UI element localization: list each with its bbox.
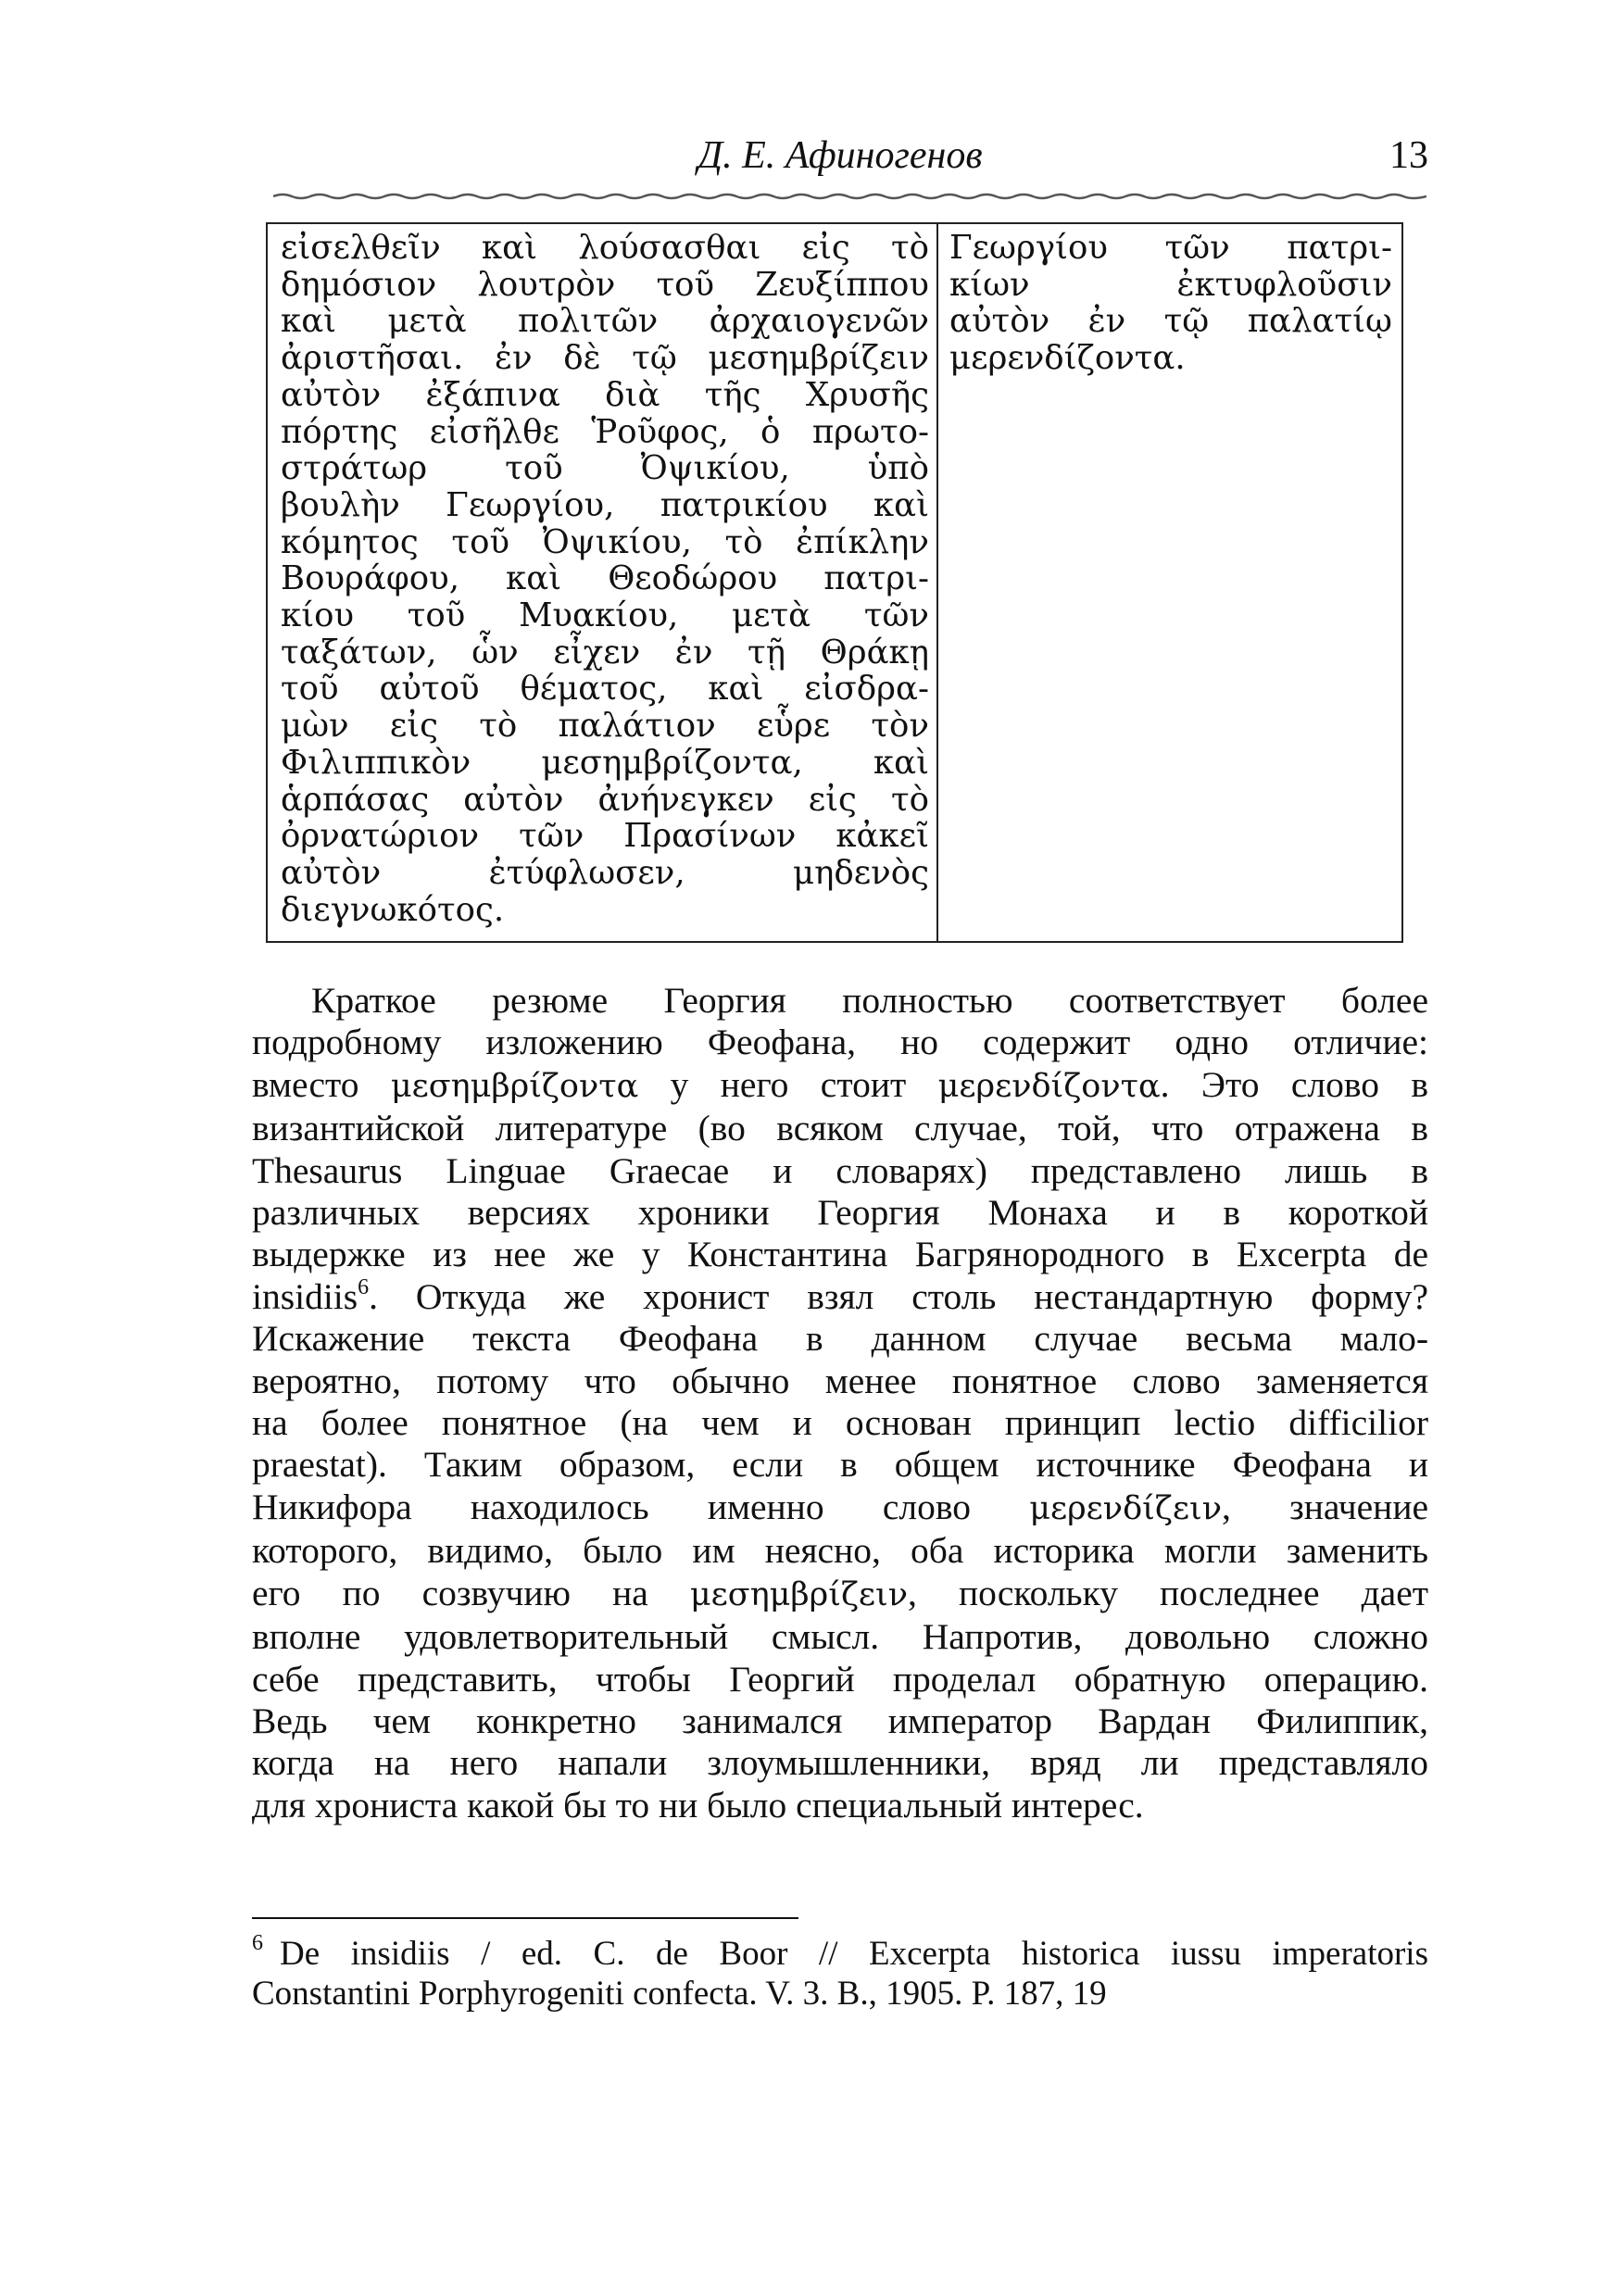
body-line (252, 1064, 1428, 1108)
footnote-line: Constantini Porphyrogeniti confecta. V. 3. B., 1905. P. 187, 19 (252, 1975, 1107, 2013)
greek-parallel-table (266, 222, 1403, 943)
footnote-text: De insidiis / ed. C. de Boor // Excerpta historica iussu imperatoris (280, 1935, 1428, 1973)
running-header (252, 128, 1428, 183)
footnote-number: 6 (252, 1931, 263, 1955)
body-line (252, 1487, 1428, 1530)
body-text-run: insidiis (252, 1275, 358, 1317)
footnote-line (252, 1931, 1428, 1974)
greek-line: πόρτης εἰσῆλθε Ῥοῦφος, ὁ πρωτο- (281, 412, 929, 451)
greek-line: κόμητος τοῦ Ὀψικίου, τὸ ἐπίκλην (281, 522, 929, 561)
theophanes-text (281, 230, 929, 928)
body-text-run: у него стоит (638, 1063, 938, 1105)
body-line: Краткое резюме Георгия полностью соответствует более (311, 980, 1428, 1021)
body-text-run: , поскольку последнее дает (908, 1572, 1428, 1613)
body-line (252, 1276, 1428, 1318)
footnote-separator (252, 1917, 798, 1919)
greek-line: αὐτὸν ἐν τῷ παλατίῳ (949, 302, 1392, 341)
george-monk-text (949, 230, 1392, 377)
body-text-run: , значение (1221, 1486, 1428, 1527)
body-line: для хрониста какой бы то ни было специальный интерес. (252, 1784, 1144, 1826)
footnote (252, 1931, 1428, 2014)
greek-word: μερενδίζειν (1029, 1489, 1222, 1527)
greek-line: εἰσελθεῖν καὶ λούσασθαι εἰς τὸ (281, 229, 929, 267)
greek-line: Βουράφου, καὶ Θεοδώρου πατρι- (281, 559, 929, 598)
body-text-run: Никифора находилось именно слово (252, 1486, 1030, 1527)
body-line: Ведь чем конкретно занимался император Вардан Филиппик, (252, 1700, 1428, 1741)
greek-line: τοῦ αὐτοῦ θέματος, καὶ εἰσδρα- (281, 670, 929, 709)
greek-line: δημόσιον λουτρὸν τοῦ Ζευξίππου (281, 265, 929, 304)
greek-line: ταξάτων, ὧν εἶχεν ἐν τῇ Θράκῃ (281, 633, 929, 671)
greek-word: μερενδίζοντα (937, 1067, 1161, 1105)
body-line: вполне удовлетворительный смысл. Напротив, довольно сложно (252, 1616, 1428, 1658)
theophanes-column (268, 224, 938, 941)
greek-word: μεσημβρίζειν (689, 1575, 909, 1613)
greek-line: κίου τοῦ Μυακίου, μετὰ τῶν (281, 596, 929, 635)
body-paragraph (252, 980, 1428, 1826)
greek-line: βουλὴν Γεωργίου, πατρικίου καὶ (281, 485, 929, 524)
body-line: византийской литературе (во всяком случае, той, что отражена в (252, 1108, 1428, 1149)
header-ornament-rule (273, 191, 1426, 200)
header-author: Д. Е. Афиногенов (697, 134, 983, 177)
greek-line: στράτωρ τοῦ Ὀψικίου, ὑπὸ (281, 449, 929, 488)
greek-line: ἀριστῆσαι. ἐν δὲ τῷ μεσημβρίζειν (281, 339, 929, 378)
body-line (252, 1573, 1428, 1616)
greek-line: Γεωργίου τῶν πατρι- (949, 229, 1392, 267)
body-line: на более понятное (на чем и основан принцип lectio difficilior (252, 1402, 1428, 1444)
body-line: выдержке из нее же у Константина Багрянородного в Excerpta de (252, 1234, 1428, 1275)
greek-line: ἁρπάσας αὐτὸν ἀνήνεγκεν εἰς τὸ (281, 780, 929, 819)
greek-line: αὐτὸν ἐτύφλωσεν, μηδενὸς (281, 853, 929, 892)
greek-line: αὐτὸν ἐξάπινα διὰ τῆς Χρυσῆς (281, 375, 929, 414)
body-text-run: . Откуда же хронист взял столь нестандартную форму? (369, 1275, 1428, 1317)
george-monk-column (938, 224, 1401, 941)
greek-line: μὼν εἰς τὸ παλάτιον εὗρε τὸν (281, 707, 929, 746)
greek-line: μερενδίζοντα. (949, 339, 1186, 378)
body-line: Thesaurus Linguae Graecae и словарях) представлено лишь в (252, 1149, 1428, 1191)
body-text-run: вместо (252, 1063, 391, 1105)
greek-line: διεγνωκότος. (281, 890, 505, 929)
body-line: различных версиях хроники Георгия Монаха и в короткой (252, 1192, 1428, 1234)
greek-line: καὶ μετὰ πολιτῶν ἀρχαιογενῶν (281, 302, 929, 341)
body-text-run: . Это слово в (1160, 1063, 1428, 1105)
greek-line: ὀρνατώριον τῶν Πρασίνων κἀκεῖ (281, 817, 929, 856)
greek-line: Φιλιππικὸν μεσημβρίζοντα, καὶ (281, 743, 929, 782)
body-line: praestat). Таким образом, если в общем источнике Феофана и (252, 1444, 1428, 1486)
body-text-run: его по созвучию на (252, 1572, 690, 1613)
body-line: себе представить, чтобы Георгий проделал обратную операцию. (252, 1658, 1428, 1700)
greek-line: κίων ἐκτυφλοῦσιν (949, 265, 1392, 304)
footnote-reference: 6 (358, 1274, 370, 1299)
greek-word: μεσημβρίζοντα (390, 1067, 639, 1105)
ornament-line-icon (273, 191, 1426, 200)
body-line: которого, видимо, было им неясно, оба историка могли заменить (252, 1530, 1428, 1572)
page-number: 13 (1389, 134, 1428, 177)
body-line: подробному изложению Феофана, но содержит одно отличие: (252, 1022, 1428, 1063)
body-line: Искажение текста Феофана в данном случае весьма мало- (252, 1318, 1428, 1360)
body-line: когда на него напали злоумышленники, вряд ли представляло (252, 1742, 1428, 1784)
body-line: вероятно, потому что обычно менее понятное слово заменяется (252, 1360, 1428, 1401)
